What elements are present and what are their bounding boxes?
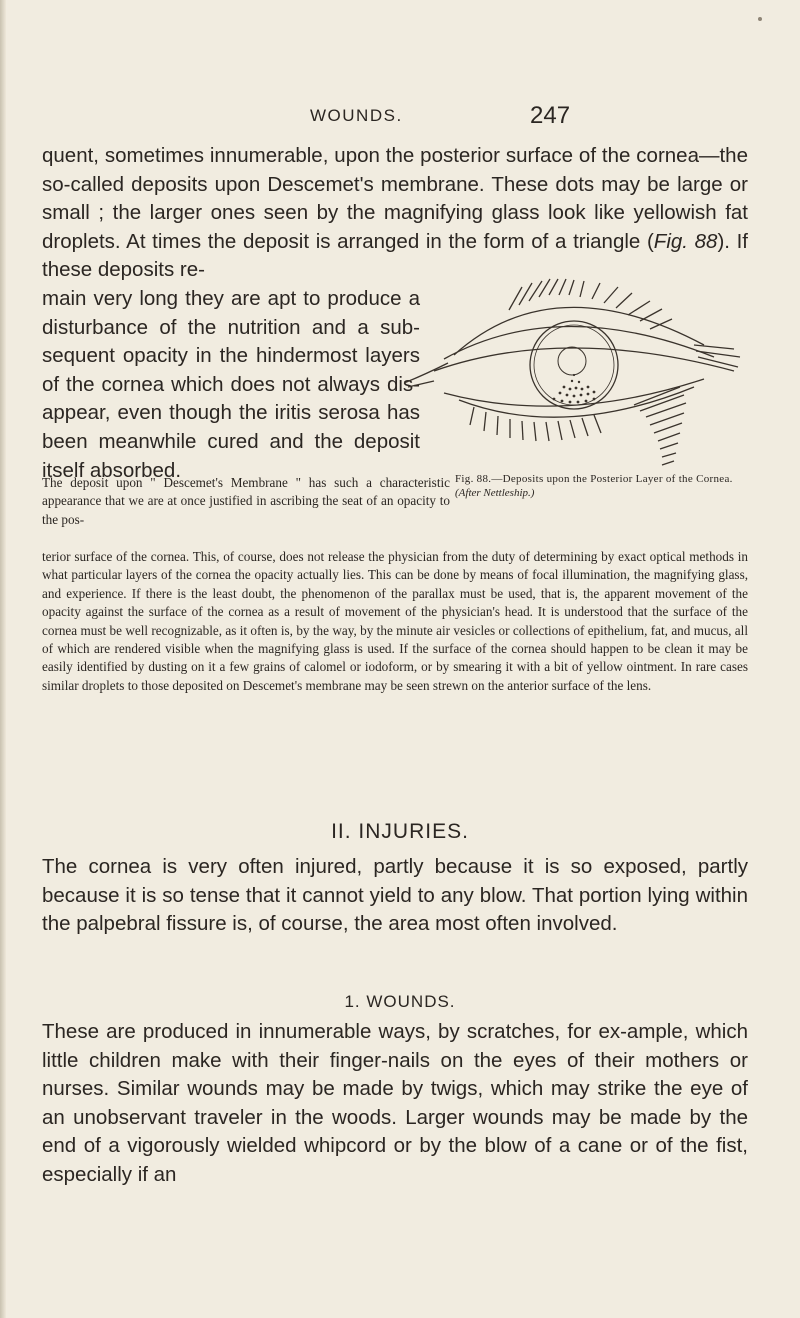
paragraph-injuries: The cornea is very often injured, partly because it is so exposed, partly because it is so tense that it cannot yield to any blow. That portion lying within the palpebral fissure is, of course, the area most often involved. [42,855,748,936]
small-text-full: terior surface of the cornea. This, of course, does not release the physician from the duty of determining by exact optical methods in what particular layers of the cornea the opacity actually lies. This can be done by means of focal illumination, the magnifying glass, and experience. If there is the least doubt, the phenomenon of the parallax must be used, that is, the apparent movement of the opacity against the surface of the cornea as a result of movement of the physician's head. It is understood that the surface of the cornea must be well recognizable, as it often is, by the way, by the minute air vesicles or collections of epithelium, fat, and mucus, all of which are rendered visible when the magnifying glass is used. If the surface of the cornea should happen to be clean it may be easily identified by dusting on it a few grains of calomel or iodoform, or by smearing it with a bit of yellow ointment. In rare cases similar droplets to those deposited on Descemet's membrane may be seen strewn on the anterior surface of the lens. [42,549,748,693]
page-number: 247 [530,102,571,129]
figure-caption [455,472,751,500]
paragraph-deposits-text-cont: ). If these deposits re- [42,229,749,282]
page-header [0,102,800,132]
figure-reference: Fig. 88 [653,229,718,253]
small-text-wrapped: The deposit upon " Descemet's Membrane " has such a characteristic appearance that we are at once justified in ascribing the seat of an opacity to the pos- [42,475,450,527]
page-edge [0,0,6,1318]
eye-illustration [404,275,760,471]
print-speck [758,17,762,21]
section-heading: II. INJURIES. [331,820,469,843]
paragraph-deposits-wrapped: main very long they are apt to produce a disturbance of the nutrition and a sub-sequent opacity in the hindermost layers of the cornea which does not always dis-appear, even though the iritis serosa has been meanwhile cured and the deposit itself absorbed. [42,286,420,482]
figure-caption-title: Fig. 88.—Deposits upon the Posterior Layer of the Cornea. [455,473,733,485]
subsection-heading: 1. WOUNDS. [344,992,456,1011]
running-head: WOUNDS. [310,106,403,125]
eye-drawing-icon [404,275,760,471]
figure-credit: (After Nettleship.) [455,487,535,499]
paragraph-wounds: These are produced in innumerable ways, by scratches, for ex-ample, which little children make with their finger-nails on the eyes of their mothers or nurses. Similar wounds may be made by twigs, which may strike the eye of an unobservant traveler in the woods. Larger wounds may be made by the end of a vigorously wielded whipcord or by the blow of a cane or of the fist, especially if an [42,1020,748,1186]
paragraph-deposits-text: quent, sometimes innumerable, upon the posterior surface of the cornea—the so-called deposits upon Descemet's membrane. These dots may be large or small ; the larger ones seen by the magnifying glass look like yellowish fat droplets. At times the deposit is arranged in the form of a triangle ( [42,144,748,253]
